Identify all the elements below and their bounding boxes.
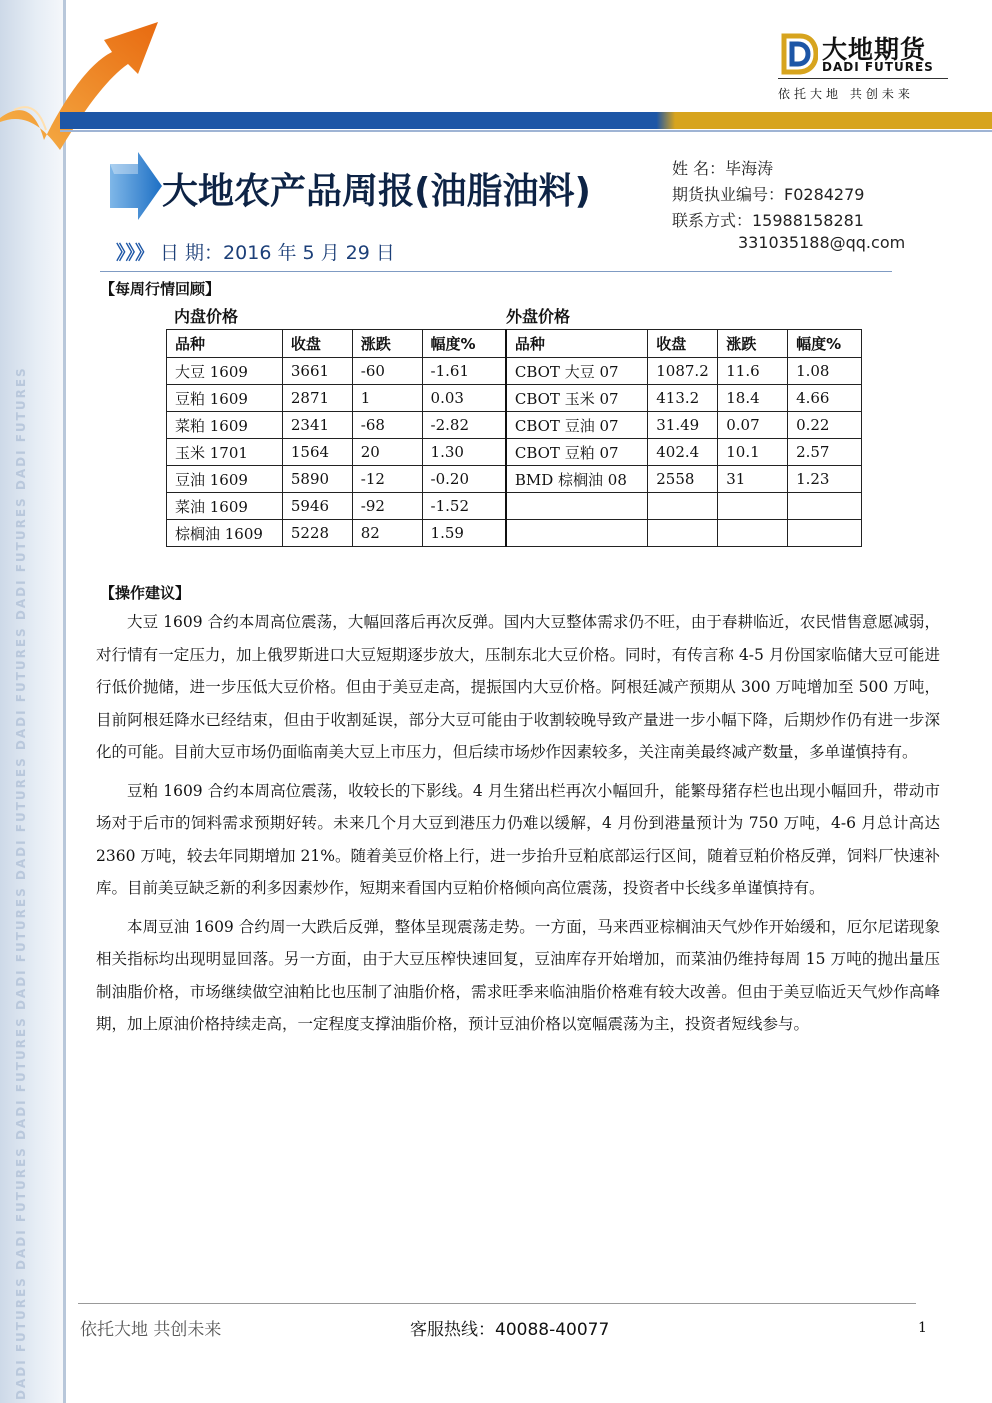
page-number: 1 xyxy=(918,1320,927,1336)
table-cell: -0.20 xyxy=(422,466,506,493)
table-cell xyxy=(788,520,862,547)
table-cell: 31.49 xyxy=(648,412,718,439)
dadi-logo-icon xyxy=(778,32,818,76)
table-cell: 10.1 xyxy=(718,439,788,466)
price-table-header xyxy=(167,330,862,358)
table-cell: -68 xyxy=(352,412,422,439)
footer-hotline: 客服热线：40088-40077 xyxy=(410,1320,610,1340)
date-marker: 》》》 xyxy=(116,242,155,264)
table-cell: -1.52 xyxy=(422,493,506,520)
column-header: 幅度% xyxy=(788,330,862,358)
table-cell: 0.22 xyxy=(788,412,862,439)
table-cell: 2558 xyxy=(648,466,718,493)
header-color-bar xyxy=(60,112,992,129)
table-cell: 菜油 1609 xyxy=(167,493,283,520)
table-cell: BMD 棕榈油 08 xyxy=(506,466,648,493)
table-cell: CBOT 豆粕 07 xyxy=(506,439,648,466)
table-cell: 4.66 xyxy=(788,385,862,412)
column-header: 品种 xyxy=(167,330,283,358)
table-row xyxy=(167,520,862,547)
author-license: 期货执业编号：F0284279 xyxy=(672,185,865,204)
table-cell: 1.59 xyxy=(422,520,506,547)
rising-arrow-icon xyxy=(0,0,190,160)
advice-heading: 【操作建议】 xyxy=(100,584,191,602)
advice-paragraph-soyoil: 本周豆油 1609 合约周一大跌后反弹，整体呈现震荡走势。一方面，马来西亚棕榈油天气炒作开始缓和，厄尔尼诺现象相关指标均出现明显回落。另一方面，由于大豆压榨快速回复，豆油库存开始增加，而菜油仍维持每周 15 万吨的抛出量压制油脂价格，市场继续做空油粕比也压制了油脂价格，需求旺季来临油脂价格难有较大改善。但由于美豆临近天气炒作高峰期，加上原油价格持续走高，一定程度支撑油脂价格，预计豆油价格以宽幅震荡为主，投资者短线参与。 xyxy=(96,917,940,1033)
price-table xyxy=(166,329,862,547)
table-cell: 1087.2 xyxy=(648,358,718,385)
brand-divider xyxy=(778,78,948,79)
table-row xyxy=(167,385,862,412)
column-header: 收盘 xyxy=(282,330,352,358)
side-band-edge xyxy=(63,0,66,1403)
brand-name-cn: 大地期货 xyxy=(822,35,927,64)
table-cell: 2871 xyxy=(282,385,352,412)
column-header: 收盘 xyxy=(648,330,718,358)
table-cell xyxy=(648,493,718,520)
table-cell: -1.61 xyxy=(422,358,506,385)
table-cell: 0.03 xyxy=(422,385,506,412)
table-cell: CBOT 豆油 07 xyxy=(506,412,648,439)
report-date: 日 期：2016 年 5 月 29 日 xyxy=(160,242,395,264)
table-row xyxy=(167,358,862,385)
table-cell: -92 xyxy=(352,493,422,520)
table-cell: 1 xyxy=(352,385,422,412)
table-cell: CBOT 玉米 07 xyxy=(506,385,648,412)
author-info xyxy=(672,156,864,234)
table-cell: 11.6 xyxy=(718,358,788,385)
side-decorative-band xyxy=(0,0,66,1403)
table-cell: 1.08 xyxy=(788,358,862,385)
table-cell: -60 xyxy=(352,358,422,385)
table-row xyxy=(167,466,862,493)
table-cell: 5946 xyxy=(282,493,352,520)
table-cell: 菜粕 1609 xyxy=(167,412,283,439)
table-cell: 2341 xyxy=(282,412,352,439)
column-header: 涨跌 xyxy=(718,330,788,358)
table-row xyxy=(167,493,862,520)
header-thin-rule xyxy=(60,130,992,132)
author-name: 姓 名：毕海涛 xyxy=(672,159,774,178)
table-cell: 5228 xyxy=(282,520,352,547)
advice-paragraph-soybean: 大豆 1609 合约本周高位震荡，大幅回落后再次反弹。国内大豆整体需求仍不旺，由于春耕临近，农民惜售意愿减弱，对行情有一定压力，加上俄罗斯进口大豆短期逐步放大，压制东北大豆价格。同时，有传言称 4-5 月份国家临储大豆可能进行低价抛储，进一步压低大豆价格。但由于美豆走高，提振国内大豆价格。阿根廷减产预期从 300 万吨增加至 500 万吨，目前阿根廷降水已经结束，但由于收割延误，部分大豆可能由于收割较晚导致产量进一步小幅下降，后期炒作仍有进一步深化的可能。目前大豆市场仍面临南美大豆上市压力，但后续市场炒作因素较多，关注南美最终减产数量，多单谨慎持有。 xyxy=(96,613,940,761)
table-cell xyxy=(788,493,862,520)
table-cell: -12 xyxy=(352,466,422,493)
table-cell: 3661 xyxy=(282,358,352,385)
table-cell: 20 xyxy=(352,439,422,466)
advice-body xyxy=(96,606,940,1047)
author-email: 331035188@qq.com xyxy=(738,233,906,252)
table-cell: 402.4 xyxy=(648,439,718,466)
author-phone: 联系方式：15988158281 xyxy=(672,211,864,230)
foreign-price-caption: 外盘价格 xyxy=(506,307,571,326)
table-cell: 82 xyxy=(352,520,422,547)
column-header: 幅度% xyxy=(422,330,506,358)
report-title: 大地农产品周报(油脂油料) xyxy=(162,171,591,212)
table-cell: 413.2 xyxy=(648,385,718,412)
table-cell: 18.4 xyxy=(718,385,788,412)
report-date-line xyxy=(116,238,395,265)
table-cell: CBOT 大豆 07 xyxy=(506,358,648,385)
table-cell xyxy=(648,520,718,547)
footer-slogan: 依托大地 共创未来 xyxy=(80,1320,222,1340)
table-cell xyxy=(506,493,648,520)
table-cell: 1.23 xyxy=(788,466,862,493)
table-cell: 玉米 1701 xyxy=(167,439,283,466)
table-cell: 豆油 1609 xyxy=(167,466,283,493)
footer-divider xyxy=(78,1303,916,1304)
weekly-review-heading: 【每周行情回顾】 xyxy=(100,280,221,298)
table-row xyxy=(167,439,862,466)
column-header: 涨跌 xyxy=(352,330,422,358)
table-cell xyxy=(506,520,648,547)
table-cell: 1.30 xyxy=(422,439,506,466)
side-watermark: DADI FUTURES DADI FUTURES DADI FUTURES DADI FUTURES DADI FUTURES DADI FUTURES DADI FUTURES DADI FUTURES xyxy=(14,366,28,1400)
table-cell: 31 xyxy=(718,466,788,493)
table-row xyxy=(167,412,862,439)
brand-name-en: DADI FUTURES xyxy=(822,60,934,74)
title-arrow-icon xyxy=(108,150,164,222)
domestic-price-caption: 内盘价格 xyxy=(174,307,239,326)
table-cell xyxy=(718,520,788,547)
table-cell: -2.82 xyxy=(422,412,506,439)
table-cell xyxy=(718,493,788,520)
table-cell: 0.07 xyxy=(718,412,788,439)
column-header: 品种 xyxy=(506,330,648,358)
table-cell: 棕榈油 1609 xyxy=(167,520,283,547)
date-divider xyxy=(100,271,892,272)
table-cell: 2.57 xyxy=(788,439,862,466)
brand-slogan: 依托大地 共创未来 xyxy=(778,87,914,101)
advice-paragraph-soymeal: 豆粕 1609 合约本周高位震荡，收较长的下影线。4 月生猪出栏再次小幅回升，能繁母猪存栏也出现小幅回升，带动市场对于后市的饲料需求预期好转。未来几个月大豆到港压力仍难以缓解，4 月份到港量预计为 750 万吨，4-6 月总计高达 2360 万吨，较去年同期增加 21%。随着美豆价格上行，进一步抬升豆粕底部运行区间，随着豆粕价格反弹，饲料厂快速补库。目前美豆缺乏新的利多因素炒作，短期来看国内豆粕价格倾向高位震荡，投资者中长线多单谨慎持有。 xyxy=(96,781,940,897)
table-cell: 大豆 1609 xyxy=(167,358,283,385)
table-cell: 1564 xyxy=(282,439,352,466)
table-cell: 5890 xyxy=(282,466,352,493)
table-cell: 豆粕 1609 xyxy=(167,385,283,412)
